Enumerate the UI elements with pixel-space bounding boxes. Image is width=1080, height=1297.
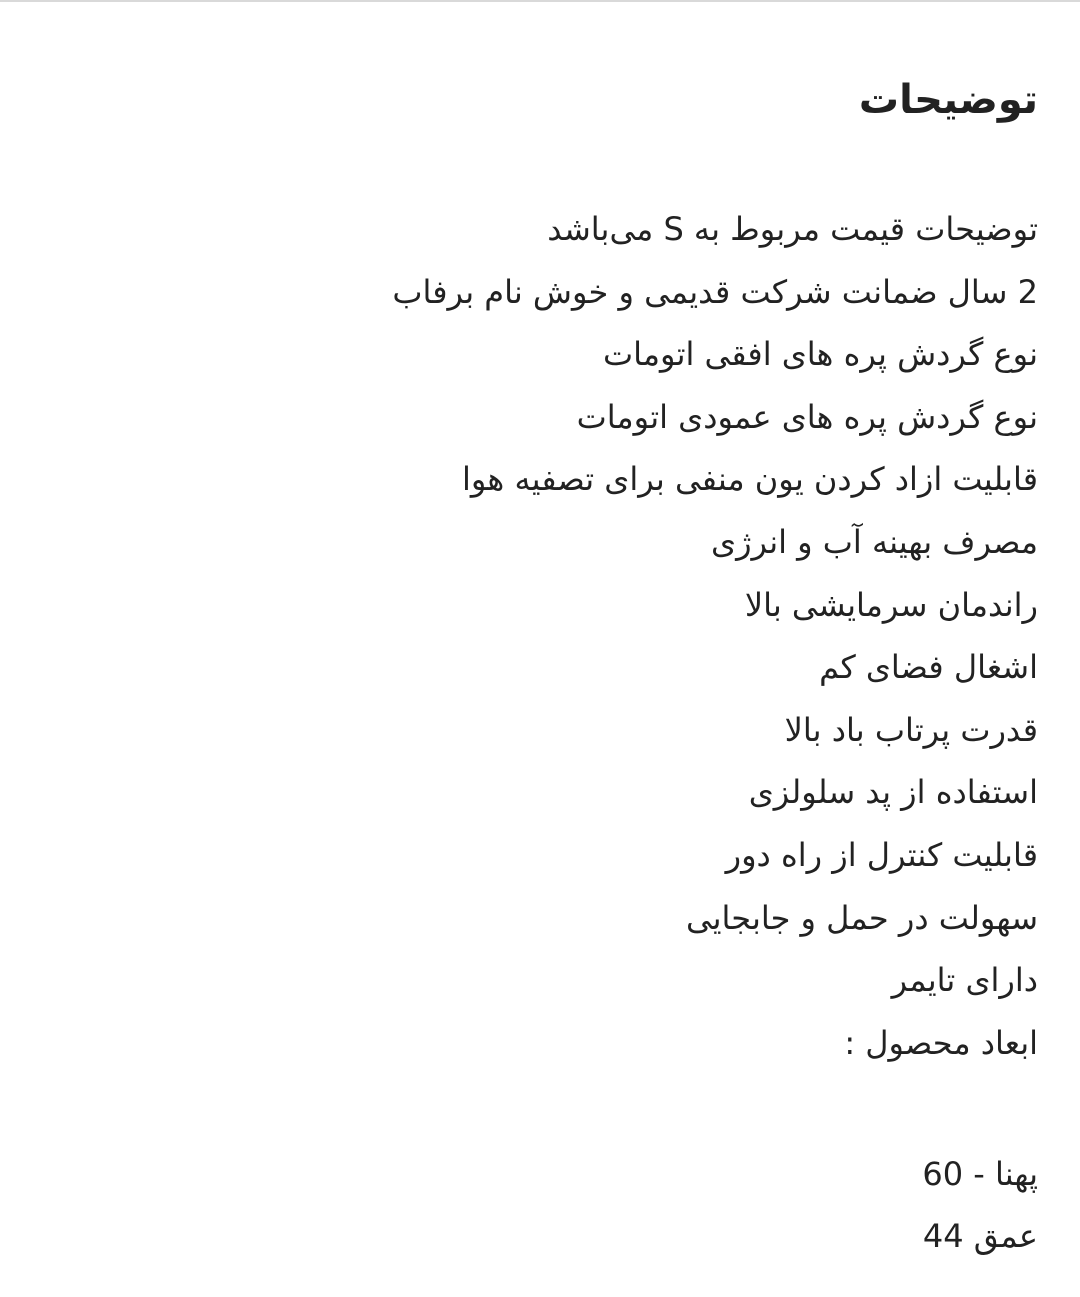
top-divider [0, 0, 1080, 2]
description-line: توضیحات قیمت مربوط به S می‌باشد [547, 210, 1038, 248]
dimension-width: پهنا - 60 [922, 1155, 1038, 1193]
description-line: 2 سال ضمانت شرکت قدیمی و خوش نام برفاب [392, 272, 1038, 311]
description-list [40, 198, 1038, 1074]
description-line: دارای تایمر [891, 961, 1038, 1000]
dimension-depth: عمق 44 [922, 1217, 1038, 1255]
dimensions-heading: ابعاد محصول : [844, 1023, 1038, 1062]
description-line: مصرف بهینه آب و انرژی [711, 522, 1038, 561]
description-line: راندمان سرمایشی بالا [744, 585, 1038, 624]
description-line: استفاده از پد سلولزی [748, 773, 1038, 812]
description-line: نوع گردش پره های افقی اتومات [603, 335, 1038, 374]
description-line: قدرت پرتاب باد بالا [784, 710, 1038, 749]
section-title: توضیحات [858, 77, 1038, 123]
description-line: نوع گردش پره های عمودی اتومات [576, 397, 1038, 436]
description-line: سهولت در حمل و جابجایی [685, 898, 1038, 937]
description-line: اشغال فضای کم [819, 648, 1038, 687]
description-line: قابلیت کنترل از راه دور [725, 835, 1038, 874]
dimensions-list [40, 1143, 1038, 1267]
description-line: قابلیت ازاد کردن یون منفی برای تصفیه هوا [462, 460, 1038, 499]
